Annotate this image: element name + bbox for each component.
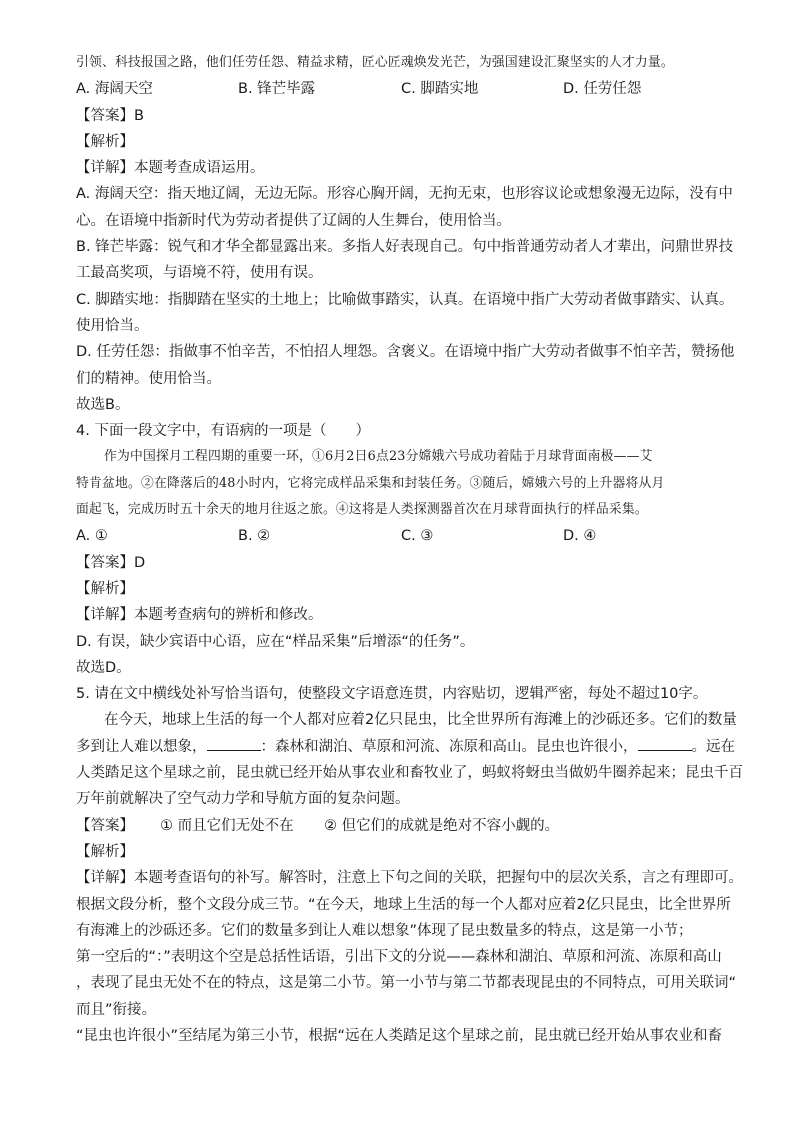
q4-option-a: A. ① [76, 528, 108, 545]
q5-answer-1: ① 而且它们无处不在 [160, 817, 294, 834]
q5-jiexi: 【解析】 [76, 843, 134, 860]
q5-detail-line: 有海滩上的沙砾还多。它们的数量多到让人难以想象”体现了昆虫数量多的特点，这是第一小节； [76, 922, 693, 939]
q4-stem: 4. 下面一段文字中，有语病的一项是（ ） [76, 423, 370, 440]
q5-detail-line: ，表现了昆虫无处不在的特点，这是第二小节。第一小节与第二节都表现昆虫的不同特点，可用关联词“ [76, 975, 737, 992]
q3-passage-tail: 引领、科技报国之路，他们任劳任怨、精益求精，匠心匠魂焕发光芒，为强国建设汇聚坚实的人才力量。 [76, 55, 674, 70]
q3-detail-line: 心。在语境中指新时代为劳动者提供了辽阔的人生舞台，使用恰当。 [76, 212, 511, 229]
q5-blank-2 [638, 736, 692, 751]
q3-detail-line: 工最高奖项，与语境不符，使用有误。 [76, 265, 323, 282]
q5-detail-line: 根据文段分析，整个文段分成三节。“在今天，地球上生活的每一个人都对应着2亿只昆虫，比全世界所 [76, 896, 731, 913]
q4-passage-line: 作为中国探月工程四期的重要一环，①6月2日6点23分嫦娥六号成功着陆于月球背面南极——艾 [104, 449, 653, 465]
q5-answer-label: 【答案】 [76, 817, 134, 834]
q4-detail-line: 【详解】本题考查病句的辨析和修改。 [76, 607, 323, 624]
q4-jiexi: 【解析】 [76, 580, 134, 597]
q5-passage-segment: 。远在 [691, 738, 735, 755]
q3-option-d: D. 任劳任怨 [563, 81, 642, 98]
q3-detail-line: 们的精神。使用恰当。 [76, 370, 221, 387]
q5-passage-line: 万年前就解决了空气动力学和导航方面的复杂问题。 [76, 791, 410, 808]
q5-passage-line: 在今天，地球上生活的每一个人都对应着2亿只昆虫，比全世界所有海滩上的沙砾还多。它们的数量 [104, 712, 737, 729]
q5-passage-segment: ：森林和湖泊、草原和河流、冻原和高山。昆虫也许很小， [260, 738, 638, 755]
q3-detail-line: C. 脚踏实地：指脚踏在坚实的土地上；比喻做事踏实，认真。在语境中指广大劳动者做事踏实、认真。 [76, 291, 734, 308]
q5-detail-line: “昆虫也许很小”至结尾为第三小节，根据“远在人类踏足这个星球之前，昆虫就已经开始从事农业和畜 [76, 1027, 723, 1044]
q4-option-b: B. ② [238, 528, 271, 545]
q5-passage-line [76, 734, 735, 760]
q3-detail-line: 使用恰当。 [76, 317, 149, 334]
q3-detail-line: A. 海阔天空：指天地辽阔，无边无际。形容心胸开阔，无拘无束，也形容议论或想象漫无边际，没有中 [76, 186, 733, 203]
q5-detail-line: 第一空后的“：”表明这个空是总括性话语，引出下文的分说——森林和湖泊、草原和河流、冻原和高山 [76, 949, 722, 966]
q3-detail-line: 故选B。 [76, 396, 130, 413]
q5-answer-2: ② 但它们的成就是绝对不容小觑的。 [324, 817, 560, 834]
q5-stem: 5. 请在文中横线处补写恰当语句，使整段文字语意连贯，内容贴切，逻辑严密，每处不超过10字。 [76, 686, 708, 703]
q3-answer: 【答案】B [76, 107, 144, 124]
q3-detail-line: B. 锋芒毕露：锐气和才华全都显露出来。多指人好表现自己。句中指普通劳动者人才辈出，问鼎世界技 [76, 239, 734, 256]
q4-detail-line: 故选D。 [76, 659, 131, 676]
q3-option-b: B. 锋芒毕露 [238, 81, 316, 98]
q5-answer [76, 813, 720, 839]
q4-passage-line: 特肯盆地。②在降落后的48小时内，它将完成样品采集和封装任务。③随后，嫦娥六号的上升器将从月 [76, 475, 665, 491]
q3-jiexi: 【解析】 [76, 133, 134, 150]
q5-passage-segment: 多到让人难以想象， [76, 738, 207, 755]
q5-detail-line: 【详解】本题考查语句的补写。解答时，注意上下句之间的关联，把握句中的层次关系，言之有理即可。 [76, 870, 743, 887]
q3-options [76, 76, 720, 102]
q5-detail-line: 而且”衔接。 [76, 1001, 157, 1018]
q3-option-c: C. 脚踏实地 [401, 81, 479, 98]
q3-detail-line: 【详解】本题考查成语运用。 [76, 160, 265, 177]
q4-answer: 【答案】D [76, 554, 146, 571]
q4-option-d: D. ④ [563, 528, 597, 545]
q4-detail-line: D. 有误，缺少宾语中心语，应在“样品采集”后增添“的任务”。 [76, 633, 475, 650]
document-page [76, 50, 743, 1049]
q4-passage-line: 面起飞，完成历时五十余天的地月往返之旅。④这将是人类探测器首次在月球背面执行的样品采集。 [76, 502, 648, 518]
q3-option-a: A. 海阔天空 [76, 81, 153, 98]
q5-passage-line: 人类踏足这个星球之前，昆虫就已经开始从事农业和畜牧业了，蚂蚁将蚜虫当做奶牛圈养起来；昆虫千百 [76, 765, 743, 782]
q4-option-c: C. ③ [401, 528, 434, 545]
q3-detail-line: D. 任劳任怨：指做事不怕辛苦，不怕招人埋怨。含褒义。在语境中指广大劳动者做事不怕辛苦，赞扬他 [76, 344, 735, 361]
q5-blank-1 [207, 736, 261, 751]
q4-options [76, 523, 720, 549]
